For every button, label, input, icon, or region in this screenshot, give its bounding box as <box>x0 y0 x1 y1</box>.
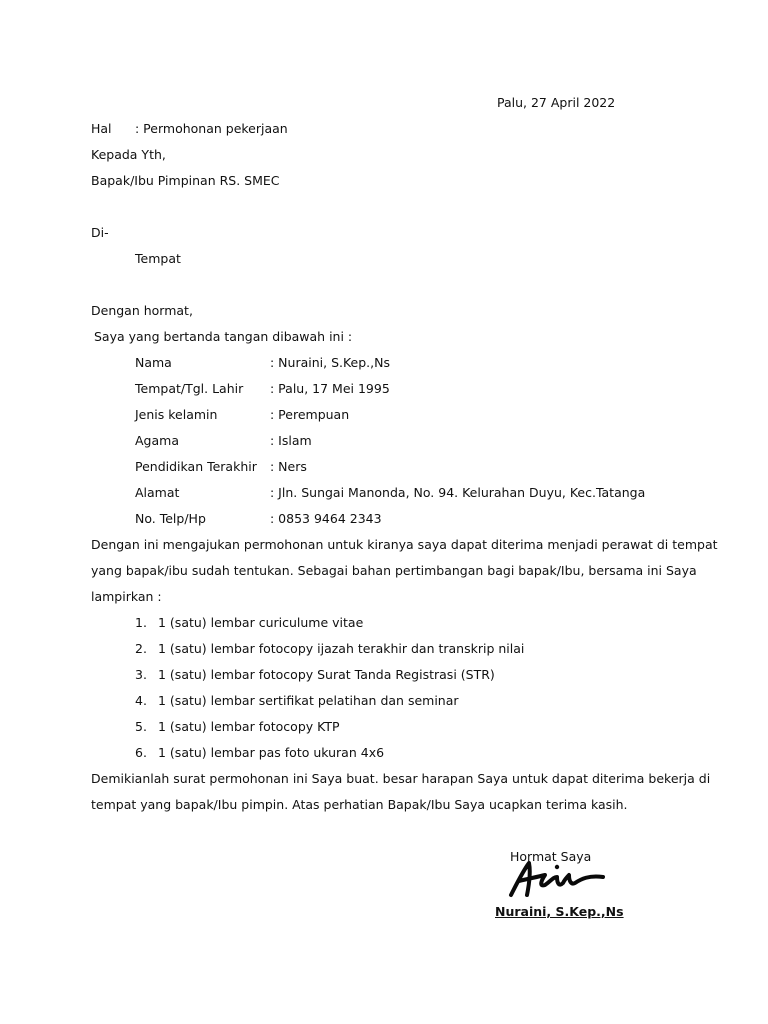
detail-label: Agama <box>135 433 179 448</box>
attachment-item: 1 (satu) lembar pas foto ukuran 4x6 <box>158 745 385 760</box>
body-paragraph-line: Dengan ini mengajukan permohonan untuk kiranya saya dapat diterima menjadi perawat di tempat <box>91 537 718 552</box>
attachment-number: 4. <box>135 693 147 708</box>
detail-label: Alamat <box>135 485 180 500</box>
intro-line: Saya yang bertanda tangan dibawah ini : <box>94 329 353 344</box>
closing-salutation: Hormat Saya <box>510 849 592 864</box>
body-paragraph-line: yang bapak/ibu sudah tentukan. Sebagai bahan pertimbangan bagi bapak/Ibu, bersama ini Saya <box>91 563 697 578</box>
di-label: Di- <box>91 225 109 240</box>
detail-label: Jenis kelamin <box>135 407 218 422</box>
detail-label: Tempat/Tgl. Lahir <box>135 381 244 396</box>
closing-paragraph-line: Demikianlah surat permohonan ini Saya buat. besar harapan Saya untuk dapat diterima bekerja di <box>91 771 711 786</box>
detail-value: : Ners <box>270 459 307 474</box>
recipient: Bapak/Ibu Pimpinan RS. SMEC <box>91 173 280 188</box>
detail-label: Nama <box>135 355 172 370</box>
handwritten-signature-icon <box>505 855 605 901</box>
detail-value: : Palu, 17 Mei 1995 <box>270 381 390 396</box>
addressee-greeting: Kepada Yth, <box>91 147 166 162</box>
attachment-item: 1 (satu) lembar fotocopy KTP <box>158 719 340 734</box>
attachment-item: 1 (satu) lembar curiculume vitae <box>158 615 364 630</box>
signatory-name: Nuraini, S.Kep.,Ns <box>495 904 624 919</box>
subject-label: Hal <box>91 121 112 136</box>
closing-paragraph-line: tempat yang bapak/Ibu pimpin. Atas perhatian Bapak/Ibu Saya ucapkan terima kasih. <box>91 797 628 812</box>
detail-label: No. Telp/Hp <box>135 511 206 526</box>
attachment-number: 3. <box>135 667 147 682</box>
attachment-item: 1 (satu) lembar fotocopy ijazah terakhir dan transkrip nilai <box>158 641 525 656</box>
detail-label: Pendidikan Terakhir <box>135 459 257 474</box>
detail-value: : Islam <box>270 433 312 448</box>
tempat-label: Tempat <box>135 251 181 266</box>
detail-value: : Nuraini, S.Kep.,Ns <box>270 355 390 370</box>
detail-value: : Jln. Sungai Manonda, No. 94. Kelurahan Duyu, Kec.Tatanga <box>270 485 646 500</box>
attachment-number: 5. <box>135 719 147 734</box>
attachment-item: 1 (satu) lembar fotocopy Surat Tanda Registrasi (STR) <box>158 667 495 682</box>
detail-value: : Perempuan <box>270 407 350 422</box>
place-date: Palu, 27 April 2022 <box>497 95 616 110</box>
attachment-number: 2. <box>135 641 147 656</box>
body-paragraph-line: lampirkan : <box>91 589 162 604</box>
detail-value: : 0853 9464 2343 <box>270 511 382 526</box>
subject-value: : Permohonan pekerjaan <box>135 121 288 136</box>
attachment-number: 6. <box>135 745 147 760</box>
attachment-number: 1. <box>135 615 147 630</box>
salutation: Dengan hormat, <box>91 303 193 318</box>
attachment-item: 1 (satu) lembar sertifikat pelatihan dan seminar <box>158 693 459 708</box>
